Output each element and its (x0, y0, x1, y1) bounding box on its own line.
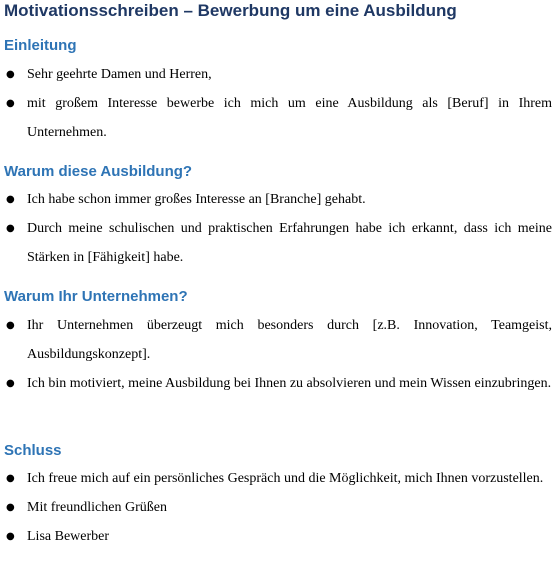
section-list-schluss (0, 464, 554, 551)
list-item: ● Durch meine schulischen und praktischen Erfahrungen habe ich erkannt, dass ich meine Stärken in [Fähigkeit] habe. (0, 214, 552, 272)
list-item: ● Ich freue mich auf ein persönliches Gespräch und die Möglichkeit, mich Ihnen vorzustellen. (0, 464, 552, 493)
section-heading-einleitung: Einleitung (4, 37, 77, 54)
bullet-icon: ● (6, 320, 15, 331)
bullet-icon: ● (6, 378, 15, 389)
list-item: ● Mit freundlichen Grüßen (0, 493, 552, 522)
list-item: ● Ich habe schon immer großes Interesse an [Branche] gehabt. (0, 185, 552, 214)
document-title: Motivationsschreiben – Bewerbung um eine Ausbildung (4, 1, 457, 20)
section-list-einleitung (0, 60, 554, 147)
list-item: ● Ihr Unternehmen überzeugt mich besonders durch [z.B. Innovation, Teamgeist, Ausbildungskonzept]. (0, 311, 552, 369)
bullet-icon: ● (6, 223, 15, 234)
bullet-icon: ● (6, 69, 15, 80)
bullet-icon: ● (6, 194, 15, 205)
section-heading-warum-ausbildung: Warum diese Ausbildung? (4, 163, 193, 180)
bullet-icon: ● (6, 502, 15, 513)
section-list-warum-unternehmen (0, 311, 554, 398)
section-list-warum-ausbildung (0, 185, 554, 272)
list-item: ● Sehr geehrte Damen und Herren, (0, 60, 552, 89)
list-item: ● mit großem Interesse bewerbe ich mich um eine Ausbildung als [Beruf] in Ihrem Unternehmen. (0, 89, 552, 147)
bullet-icon: ● (6, 531, 15, 542)
section-heading-warum-unternehmen: Warum Ihr Unternehmen? (4, 288, 188, 305)
list-item: ● Ich bin motiviert, meine Ausbildung bei Ihnen zu absolvieren und mein Wissen einzubringen. (0, 369, 552, 398)
section-heading-schluss: Schluss (4, 442, 62, 459)
list-item: ● Lisa Bewerber (0, 522, 552, 551)
bullet-icon: ● (6, 98, 15, 109)
bullet-icon: ● (6, 473, 15, 484)
